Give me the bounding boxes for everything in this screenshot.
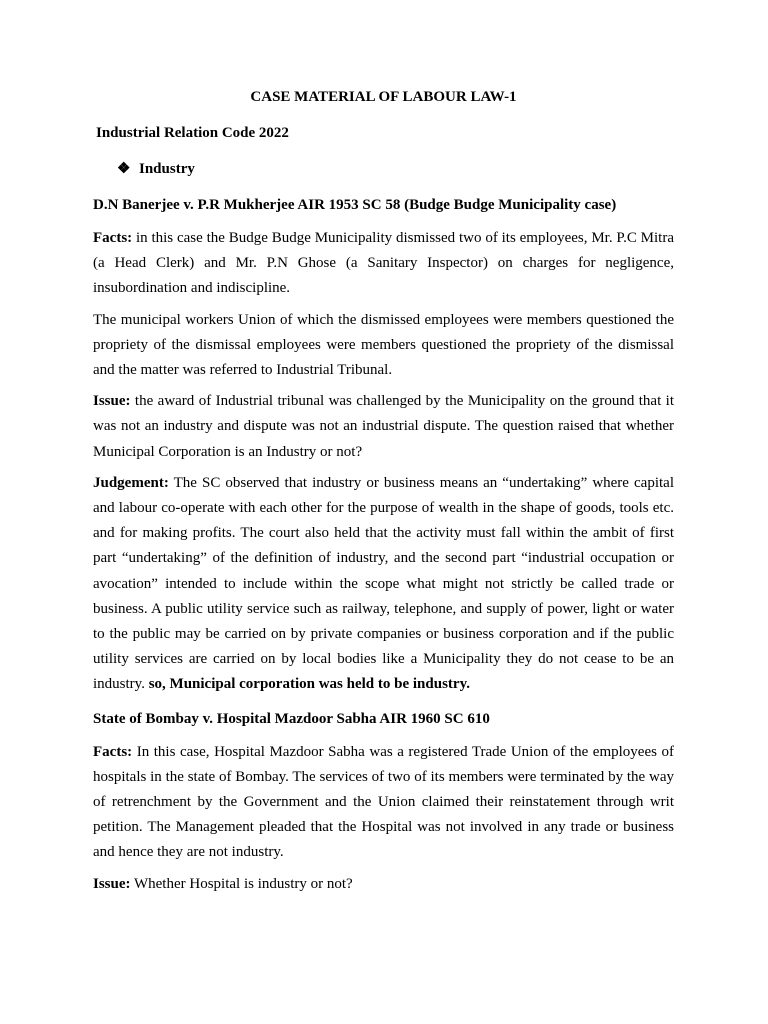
case1-judgement-label: Judgement: — [93, 474, 169, 491]
case1-issue-label: Issue: — [93, 393, 131, 410]
case2-issue-label: Issue: — [93, 875, 131, 892]
case2-facts-text: In this case, Hospital Mazdoor Sabha was a registered Trade Union of the employees of hospitals in the state of Bombay. The services of two of its members were terminated by the way of retrenchment by the Government and the Union claimed their reinstatement through writ petition. The Management pleaded that the Hospital was not involved in any trade or business and hence they are not industry. — [93, 743, 674, 861]
case2-issue-text: Whether Hospital is industry or not? — [130, 875, 353, 892]
document-title: CASE MATERIAL OF LABOUR LAW-1 — [250, 89, 517, 105]
case1-facts-text: in this case the Budge Budge Municipality dismissed two of its employees, Mr. P.C Mitra (a Head Clerk) and Mr. P.N Ghose (a Sanitary Inspector) on charges for negligence, insubordination and indiscipline. — [93, 230, 674, 297]
document-subtitle: Industrial Relation Code 2022 — [96, 125, 289, 141]
case1-union-paragraph: The municipal workers Union of which the dismissed employees were members questioned the propriety of the dismissal employees were members questioned the propriety of the dismissal and the matter was referred to Industrial Tribunal. — [93, 311, 674, 379]
bullet-label: Industry — [139, 161, 195, 177]
document-page — [93, 82, 674, 897]
case1-facts-label: Facts: — [93, 230, 133, 246]
diamond-bullet-icon: ❖ — [117, 161, 131, 177]
case1-judgement-text: The SC observed that industry or business means an “undertaking” where capital and labour co-operate with each other for the purpose of wealth in the shape of goods, tools etc. and for making profits. The court also held that the activity must fall within the ambit of first part “undertaking” of the definition of industry, and the second part “industrial occupation or avocation” intended to include within the scope what might not strictly be called trade or business. A public utility service such as railway, telephone, and supply of power, light or water to the public may be carried on by private companies or business corporation and if the public utility services are carried on by local bodies like a Municipality they do not cease to be an industry. — [93, 474, 674, 693]
case1-issue — [93, 389, 674, 465]
case1-judgement — [93, 471, 674, 698]
case1-heading: D.N Banerjee v. P.R Mukherjee AIR 1953 SC 58 (Budge Budge Municipality case) — [93, 197, 617, 213]
case1-issue-text: the award of Industrial tribunal was challenged by the Municipality on the ground that it was not an industry and dispute was not an industrial dispute. The question raised that whether Municipal Corporation is an Industry or not? — [93, 393, 674, 460]
bullet-item-industry — [117, 154, 674, 184]
case2-heading: State of Bombay v. Hospital Mazdoor Sabha AIR 1960 SC 610 — [93, 710, 490, 727]
case1-judgement-conclusion: so, Municipal corporation was held to be industry. — [148, 676, 470, 693]
case2-facts — [93, 740, 674, 866]
case1-facts — [93, 226, 674, 302]
case2-facts-label: Facts: — [93, 743, 133, 760]
case2-issue — [93, 872, 674, 897]
